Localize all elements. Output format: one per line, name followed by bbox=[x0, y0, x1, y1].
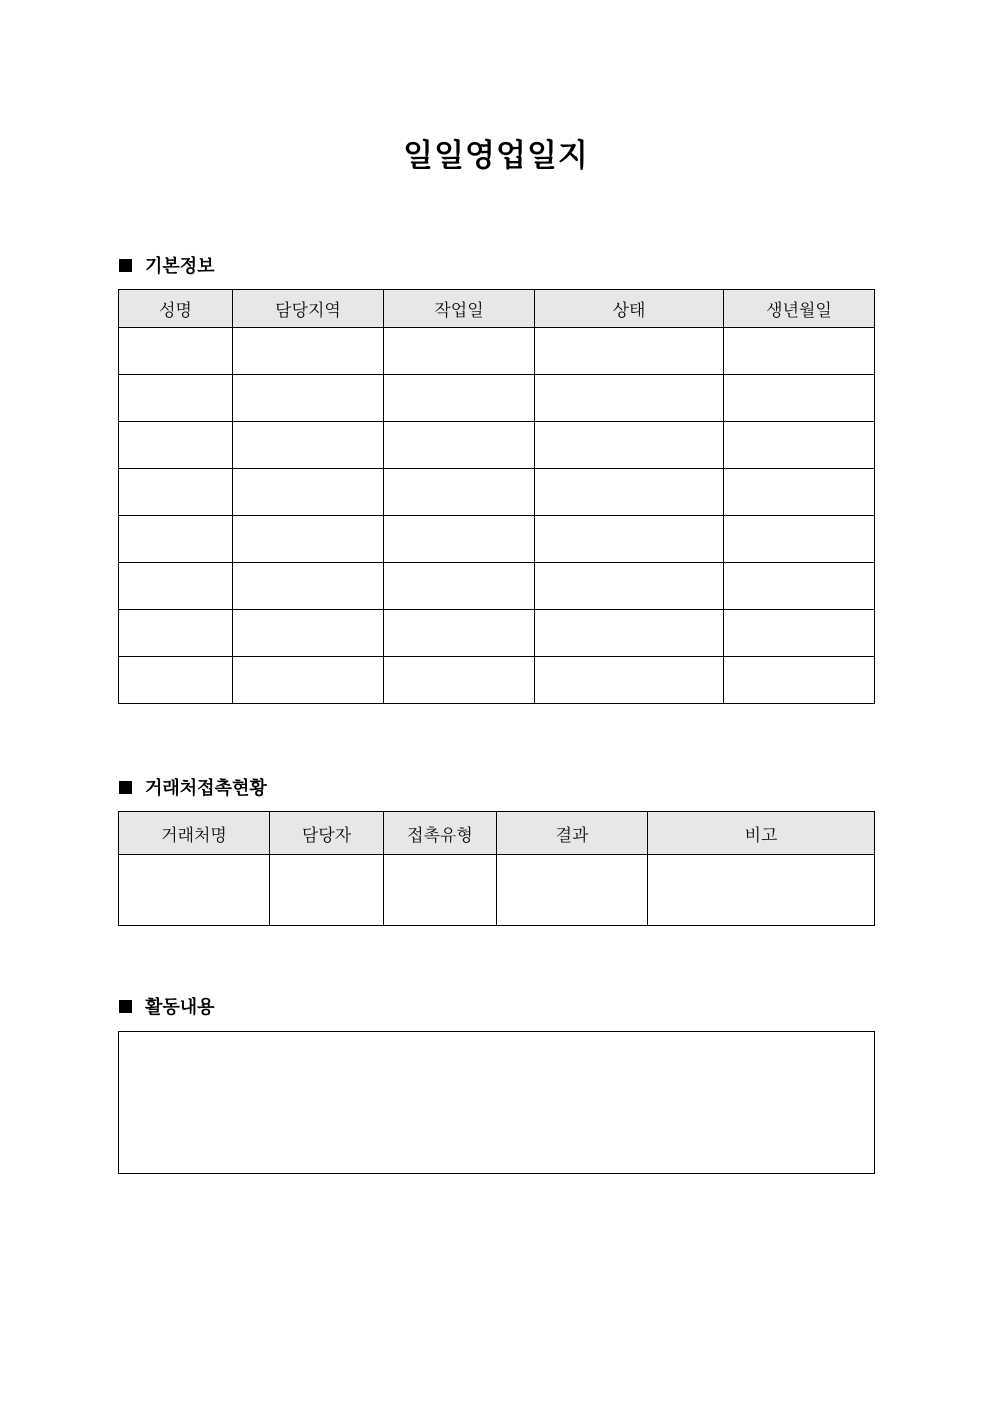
table-cell[interactable] bbox=[497, 855, 648, 926]
table-cell[interactable] bbox=[384, 422, 535, 469]
table-cell[interactable] bbox=[384, 328, 535, 375]
table-cell[interactable] bbox=[119, 422, 233, 469]
table-row bbox=[119, 855, 875, 926]
table-cell[interactable] bbox=[384, 563, 535, 610]
column-header-manager: 담당자 bbox=[270, 812, 384, 855]
table-cell[interactable] bbox=[233, 516, 384, 563]
table-cell[interactable] bbox=[119, 328, 233, 375]
table-cell[interactable] bbox=[270, 855, 384, 926]
column-header-name: 성명 bbox=[119, 290, 233, 328]
table-cell[interactable] bbox=[384, 516, 535, 563]
table-cell[interactable] bbox=[535, 610, 724, 657]
activity-content-box[interactable] bbox=[118, 1031, 875, 1174]
table-cell[interactable] bbox=[119, 657, 233, 704]
column-header-client-name: 거래처명 bbox=[119, 812, 270, 855]
client-contact-table bbox=[118, 811, 875, 926]
basic-info-header-row bbox=[119, 290, 875, 328]
table-cell[interactable] bbox=[119, 563, 233, 610]
basic-info-heading-label: 기본정보 bbox=[145, 256, 215, 277]
table-cell[interactable] bbox=[724, 657, 875, 704]
column-header-contact-type: 접촉유형 bbox=[384, 812, 497, 855]
basic-info-table bbox=[118, 289, 875, 704]
activity-heading bbox=[119, 994, 215, 1018]
table-cell[interactable] bbox=[233, 563, 384, 610]
table-row bbox=[119, 469, 875, 516]
table-cell[interactable] bbox=[233, 375, 384, 422]
table-cell[interactable] bbox=[384, 469, 535, 516]
table-cell[interactable] bbox=[724, 516, 875, 563]
table-cell[interactable] bbox=[535, 328, 724, 375]
table-cell[interactable] bbox=[119, 516, 233, 563]
table-cell[interactable] bbox=[233, 422, 384, 469]
table-cell[interactable] bbox=[724, 563, 875, 610]
table-row bbox=[119, 375, 875, 422]
column-header-result: 결과 bbox=[497, 812, 648, 855]
table-cell[interactable] bbox=[535, 375, 724, 422]
square-bullet-icon bbox=[119, 781, 132, 794]
table-cell[interactable] bbox=[233, 657, 384, 704]
table-cell[interactable] bbox=[724, 328, 875, 375]
column-header-remarks: 비고 bbox=[648, 812, 875, 855]
client-contact-header-row bbox=[119, 812, 875, 855]
table-row bbox=[119, 563, 875, 610]
table-cell[interactable] bbox=[535, 422, 724, 469]
table-cell[interactable] bbox=[233, 328, 384, 375]
activity-heading-label: 활동내용 bbox=[145, 997, 215, 1018]
column-header-status: 상태 bbox=[535, 290, 724, 328]
table-cell[interactable] bbox=[119, 610, 233, 657]
table-cell[interactable] bbox=[535, 469, 724, 516]
table-cell[interactable] bbox=[535, 516, 724, 563]
table-cell[interactable] bbox=[648, 855, 875, 926]
table-cell[interactable] bbox=[724, 422, 875, 469]
table-cell[interactable] bbox=[119, 375, 233, 422]
table-cell[interactable] bbox=[384, 855, 497, 926]
column-header-region: 담당지역 bbox=[233, 290, 384, 328]
table-cell[interactable] bbox=[535, 563, 724, 610]
table-cell[interactable] bbox=[233, 469, 384, 516]
table-row bbox=[119, 422, 875, 469]
table-row bbox=[119, 516, 875, 563]
table-cell[interactable] bbox=[384, 610, 535, 657]
table-cell[interactable] bbox=[119, 855, 270, 926]
table-cell[interactable] bbox=[233, 610, 384, 657]
table-cell[interactable] bbox=[384, 375, 535, 422]
table-cell[interactable] bbox=[535, 657, 724, 704]
document-title: 일일영업일지 bbox=[403, 138, 589, 174]
table-cell[interactable] bbox=[384, 657, 535, 704]
table-cell[interactable] bbox=[119, 469, 233, 516]
client-contact-heading-label: 거래처접촉현황 bbox=[145, 778, 267, 799]
basic-info-heading bbox=[119, 253, 215, 277]
square-bullet-icon bbox=[119, 259, 132, 272]
table-cell[interactable] bbox=[724, 375, 875, 422]
table-row bbox=[119, 610, 875, 657]
table-cell[interactable] bbox=[724, 469, 875, 516]
square-bullet-icon bbox=[119, 1000, 132, 1013]
column-header-work-date: 작업일 bbox=[384, 290, 535, 328]
client-contact-heading bbox=[119, 775, 267, 799]
column-header-birthdate: 생년월일 bbox=[724, 290, 875, 328]
table-row bbox=[119, 657, 875, 704]
table-row bbox=[119, 328, 875, 375]
table-cell[interactable] bbox=[724, 610, 875, 657]
